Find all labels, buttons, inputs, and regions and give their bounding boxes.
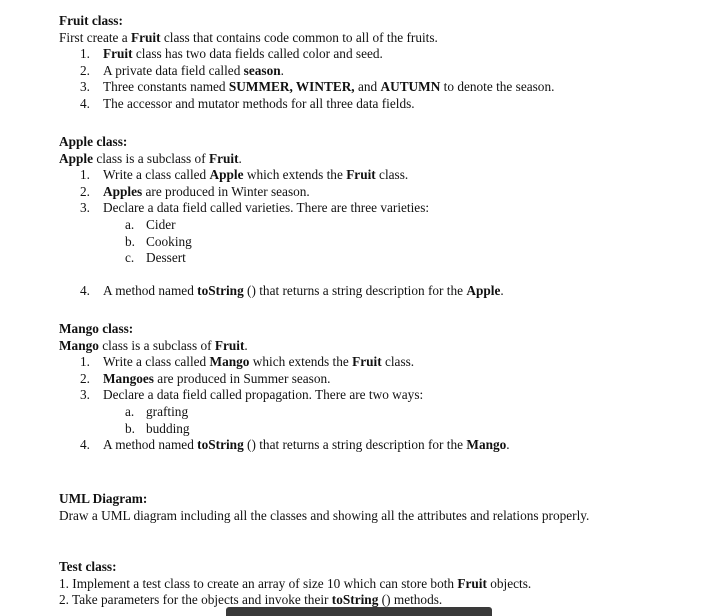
list-number: 3. [80,200,90,216]
list-item [59,46,707,63]
test-lines [59,576,707,609]
text-run: The accessor and mutator methods for all three data fields. [103,95,415,111]
text-run: are produced in Summer season. [153,370,331,386]
list-number: 1. [80,46,90,62]
list-number: 4. [80,437,90,453]
list-item [59,354,707,371]
mango-list [59,354,707,404]
text-run: toString [197,437,244,453]
apple-item-4 [59,283,707,300]
bottom-overlay-bar [226,607,492,616]
text-run: Mangoes [103,370,154,386]
text-run: class has two data fields called color and seed. [132,46,383,62]
text-run: . [500,283,504,299]
apple-list [59,167,707,217]
text-run: A method named [103,437,198,453]
text-run: class. [381,354,415,370]
sub-list-item [59,217,707,234]
sub-list-text: Dessert [146,250,186,266]
list-item [59,184,707,201]
list-number: 2. [80,62,90,78]
apple-intro: Apple class is a subclass of Fruit. [59,150,242,166]
text-run: Write a class called [103,354,210,370]
text-run: Apple [209,167,244,183]
text-run: Mango [209,354,250,370]
test-heading: Test class: [59,559,117,574]
mango-section [59,321,707,454]
text-run: A private data field called [103,62,244,78]
apple-heading: Apple class: [59,134,128,149]
text-run: 1. Implement a test class to create an array of size 10 which can store both [59,575,458,591]
mango-item-4 [59,437,707,454]
uml-heading: UML Diagram: [59,491,148,506]
text-run: () methods. [378,592,443,608]
text-run: 2. Take parameters for the objects and invoke their [59,592,332,608]
list-item [59,167,707,184]
sub-list-item [59,421,707,438]
sub-list-text: Cooking [146,233,192,249]
sub-list-letter: a. [125,216,135,232]
sub-list-text: budding [146,420,190,436]
list-number: 4. [80,283,90,299]
list-item [59,79,707,96]
test-section [59,559,707,609]
text-run: SUMMER, WINTER, [228,79,355,95]
text-run: which extends the [243,167,347,183]
text-run: Write a class called [103,167,210,183]
fruit-list [59,46,707,112]
text-run: Declare a data field called propagation. There are two ways: [103,387,424,403]
text-run: Fruit [103,46,133,62]
sub-list-item [59,234,707,251]
text-run: toString [197,283,244,299]
test-line [59,576,707,593]
list-number: 1. [80,167,90,183]
list-item [59,200,707,217]
uml-text: Draw a UML diagram including all the classes and showing all the attributes and relations properly. [59,507,590,523]
list-number: 2. [80,370,90,386]
list-item [59,63,707,80]
list-item [59,387,707,404]
mango-ways [59,404,707,437]
text-run: which extends the [249,354,353,370]
text-run: AUTUMN [380,79,441,95]
text-run: Fruit [457,575,487,591]
text-run: . [280,62,284,78]
sub-list-item [59,250,707,267]
text-run: objects. [486,575,532,591]
text-run: Fruit [352,354,382,370]
text-run: Declare a data field called varieties. There are three varieties: [103,200,430,216]
sub-list-letter: b. [125,233,135,249]
fruit-section [59,13,707,113]
list-number: 1. [80,354,90,370]
list-number: 3. [80,79,90,95]
list-item [59,371,707,388]
text-run: A method named [103,283,198,299]
text-run: class. [375,167,409,183]
text-run: () that returns a string description for the [243,437,467,453]
apple-varieties [59,217,707,267]
text-run: are produced in Winter season. [142,183,310,199]
list-item [59,96,707,113]
list-number: 3. [80,387,90,403]
text-run: season [243,62,281,78]
sub-list-letter: c. [125,250,135,266]
text-run: Three constants named [103,79,229,95]
sub-list-letter: b. [125,420,135,436]
sub-list-item [59,404,707,421]
list-item [59,437,707,454]
fruit-intro: First create a Fruit class that contains code common to all of the fruits. [59,29,438,45]
text-run: Apples [103,183,143,199]
text-run: Mango [466,437,507,453]
text-run: () that returns a string description for the [243,283,467,299]
text-run: and [354,79,381,95]
mango-intro: Mango class is a subclass of Fruit. [59,337,248,353]
text-run: toString [331,592,379,608]
text-run: to denote the season. [440,79,555,95]
list-number: 4. [80,95,90,111]
list-number: 2. [80,183,90,199]
sub-list-text: Cider [146,216,176,232]
sub-list-text: grafting [146,403,189,419]
text-run: . [506,437,510,453]
text-run: Fruit [346,167,376,183]
mango-heading: Mango class: [59,321,134,336]
fruit-heading: Fruit class: [59,13,123,28]
apple-section [59,134,707,300]
list-item [59,283,707,300]
text-run: Apple [466,283,501,299]
uml-section [59,491,707,524]
sub-list-letter: a. [125,403,135,419]
